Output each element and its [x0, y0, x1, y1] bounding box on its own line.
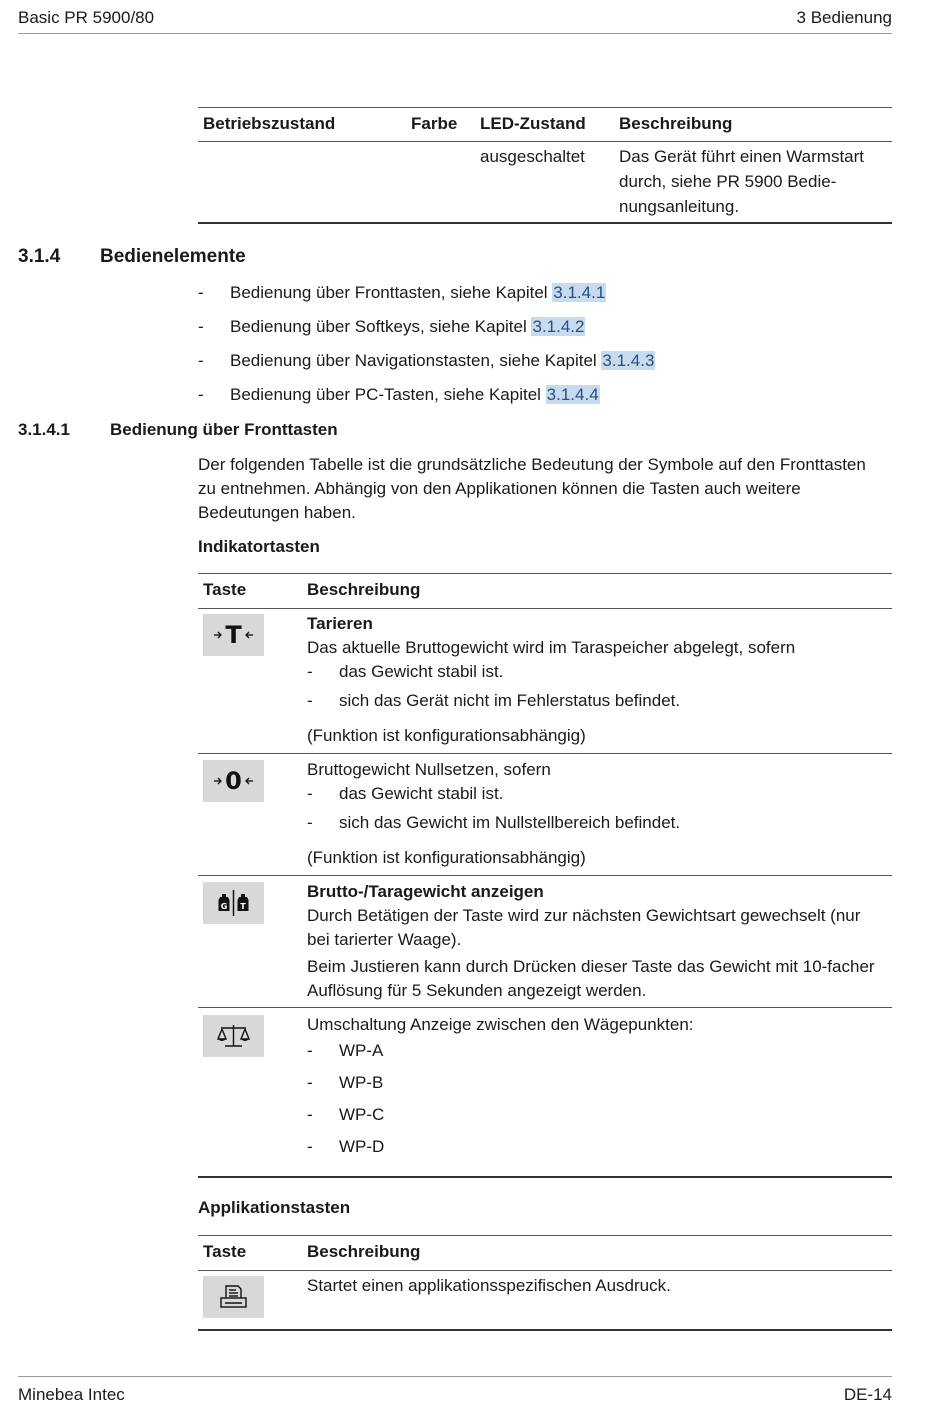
- list-item: WP-D: [339, 1137, 385, 1156]
- zero-text: Bruttogewicht Nullsetzen, sofern: [307, 760, 551, 779]
- list-dash: -: [198, 385, 204, 404]
- list-item-text: Bedienung über PC-Tasten, siehe Kapitel: [230, 385, 546, 404]
- list-dash: -: [307, 691, 313, 710]
- header-chapter: 3 Bedienung: [796, 8, 892, 27]
- list-dash: -: [307, 1041, 313, 1060]
- state-table-led-value: ausgeschaltet: [480, 147, 585, 166]
- state-table-header-rule: [198, 141, 892, 142]
- list-dash: -: [307, 784, 313, 803]
- list-item-text: Bedienung über Navigationstasten, siehe Kapitel: [230, 351, 602, 370]
- list-item: das Gewicht stabil ist.: [339, 662, 504, 681]
- list-item: sich das Gerät nicht im Fehlerstatus befindet.: [339, 691, 681, 710]
- indicator-header-description: Beschreibung: [307, 580, 421, 599]
- gross-tare-text: Durch Betätigen der Taste wird zur nächsten Gewichtsart gewechselt (nur: [307, 906, 861, 925]
- chapter-link[interactable]: 3.1.4.2: [532, 317, 585, 336]
- gross-tare-description: [307, 880, 892, 1003]
- application-table-header-rule: [198, 1270, 892, 1271]
- tare-small-glyph: T: [240, 902, 246, 911]
- list-dash: -: [307, 1105, 313, 1124]
- tare-note: (Funktion ist konfigurationsabhängig): [307, 726, 586, 745]
- list-dash: -: [307, 662, 313, 681]
- print-key-icon: [203, 1276, 264, 1318]
- list-item: WP-C: [339, 1105, 385, 1124]
- application-keys-heading: Applikationstasten: [198, 1198, 351, 1217]
- application-header-key: Taste: [203, 1242, 247, 1261]
- application-table-bottom-rule: [198, 1329, 892, 1331]
- indicator-header-key: Taste: [203, 580, 247, 599]
- tare-key: [203, 614, 264, 656]
- indicator-table-header-rule: [198, 608, 892, 609]
- table-row-rule: [198, 753, 892, 754]
- state-table-header-led: LED-Zustand: [480, 114, 586, 133]
- state-table-bottom-rule: [198, 222, 892, 224]
- subsection-title: Bedienung über Fronttasten: [110, 420, 338, 439]
- footer-page-number: DE-14: [843, 1385, 892, 1404]
- chapter-link[interactable]: 3.1.4.3: [602, 351, 655, 370]
- scale-switch-description: [307, 1013, 892, 1167]
- state-table-header-color: Farbe: [411, 114, 458, 133]
- application-table-top-rule: [198, 1235, 892, 1236]
- intro-line: zu entnehmen. Abhängig von den Applikationen können die Tasten auch weitere: [198, 479, 801, 498]
- header-document-title: Basic PR 5900/80: [18, 8, 155, 27]
- intro-line: Der folgenden Tabelle ist die grundsätzliche Bedeutung der Symbole auf den Fronttasten: [198, 455, 866, 474]
- zero-glyph: 0: [225, 767, 242, 795]
- tare-glyph: T: [225, 621, 242, 649]
- list-item-text: Bedienung über Fronttasten, siehe Kapitel: [230, 283, 553, 302]
- gross-tare-title: Brutto-/Taragewicht anzeigen: [307, 882, 544, 901]
- tare-key-icon: [203, 614, 264, 656]
- tare-title: Tarieren: [307, 614, 373, 633]
- tare-text: Das aktuelle Bruttogewicht wird im Taraspeicher abgelegt, sofern: [307, 638, 796, 657]
- list-dash: -: [307, 1073, 313, 1092]
- indicator-keys-heading: Indikatortasten: [198, 537, 320, 556]
- state-table-header-state: Betriebszustand: [203, 114, 336, 133]
- scale-switch-key-icon: [203, 1015, 264, 1057]
- scale-switch-key: [203, 1015, 264, 1057]
- state-table-description-line: durch, siehe PR 5900 Bedie-: [619, 172, 837, 191]
- zero-description: [307, 758, 892, 870]
- footer-rule: [18, 1376, 892, 1377]
- state-table-top-rule: [198, 107, 892, 108]
- gross-tare-text: Beim Justieren kann durch Drücken dieser Taste das Gewicht mit 10-facher: [307, 957, 875, 976]
- scale-switch-text: Umschaltung Anzeige zwischen den Wägepunkten:: [307, 1015, 694, 1034]
- list-item: sich das Gewicht im Nullstellbereich befindet.: [339, 813, 681, 832]
- list-item: das Gewicht stabil ist.: [339, 784, 504, 803]
- list-dash: -: [198, 283, 204, 302]
- state-table-description-line: nungsanleitung.: [619, 197, 740, 216]
- table-row-rule: [198, 875, 892, 876]
- list-item-text: Bedienung über Softkeys, siehe Kapitel: [230, 317, 532, 336]
- table-row-rule: [198, 1007, 892, 1008]
- gross-glyph: G: [220, 902, 228, 911]
- state-table-description-line: Das Gerät führt einen Warmstart: [619, 147, 865, 166]
- list-dash: -: [198, 317, 204, 336]
- section-number: 3.1.4: [18, 246, 61, 267]
- footer-company: Minebea Intec: [18, 1385, 125, 1404]
- gross-tare-text: Auflösung für 5 Sekunden angezeigt werden.: [307, 981, 647, 1000]
- tare-description: [307, 612, 892, 748]
- list-dash: -: [307, 1137, 313, 1156]
- chapter-link[interactable]: 3.1.4.4: [546, 385, 599, 404]
- list-item: WP-B: [339, 1073, 384, 1092]
- application-header-description: Beschreibung: [307, 1242, 421, 1261]
- gross-tare-key-icon: [203, 882, 264, 924]
- zero-note: (Funktion ist konfigurationsabhängig): [307, 848, 586, 867]
- gross-tare-text: bei tarierter Waage).: [307, 930, 462, 949]
- header-rule: [18, 33, 892, 34]
- intro-line: Bedeutungen haben.: [198, 503, 356, 522]
- list-item: WP-A: [339, 1041, 384, 1060]
- list-dash: -: [307, 813, 313, 832]
- chapter-link[interactable]: 3.1.4.1: [553, 283, 606, 302]
- subsection-number: 3.1.4.1: [18, 420, 70, 439]
- indicator-table-top-rule: [198, 573, 892, 574]
- state-table-header-description: Beschreibung: [619, 114, 733, 133]
- print-description: Startet einen applikationsspezifischen Ausdruck.: [307, 1276, 671, 1295]
- indicator-table-bottom-rule: [198, 1176, 892, 1178]
- list-dash: -: [198, 351, 204, 370]
- zero-key-icon: [203, 760, 264, 802]
- print-key: [203, 1276, 264, 1318]
- section-title: Bedienelemente: [100, 246, 246, 267]
- gross-tare-key: [203, 882, 264, 924]
- zero-key: [203, 760, 264, 802]
